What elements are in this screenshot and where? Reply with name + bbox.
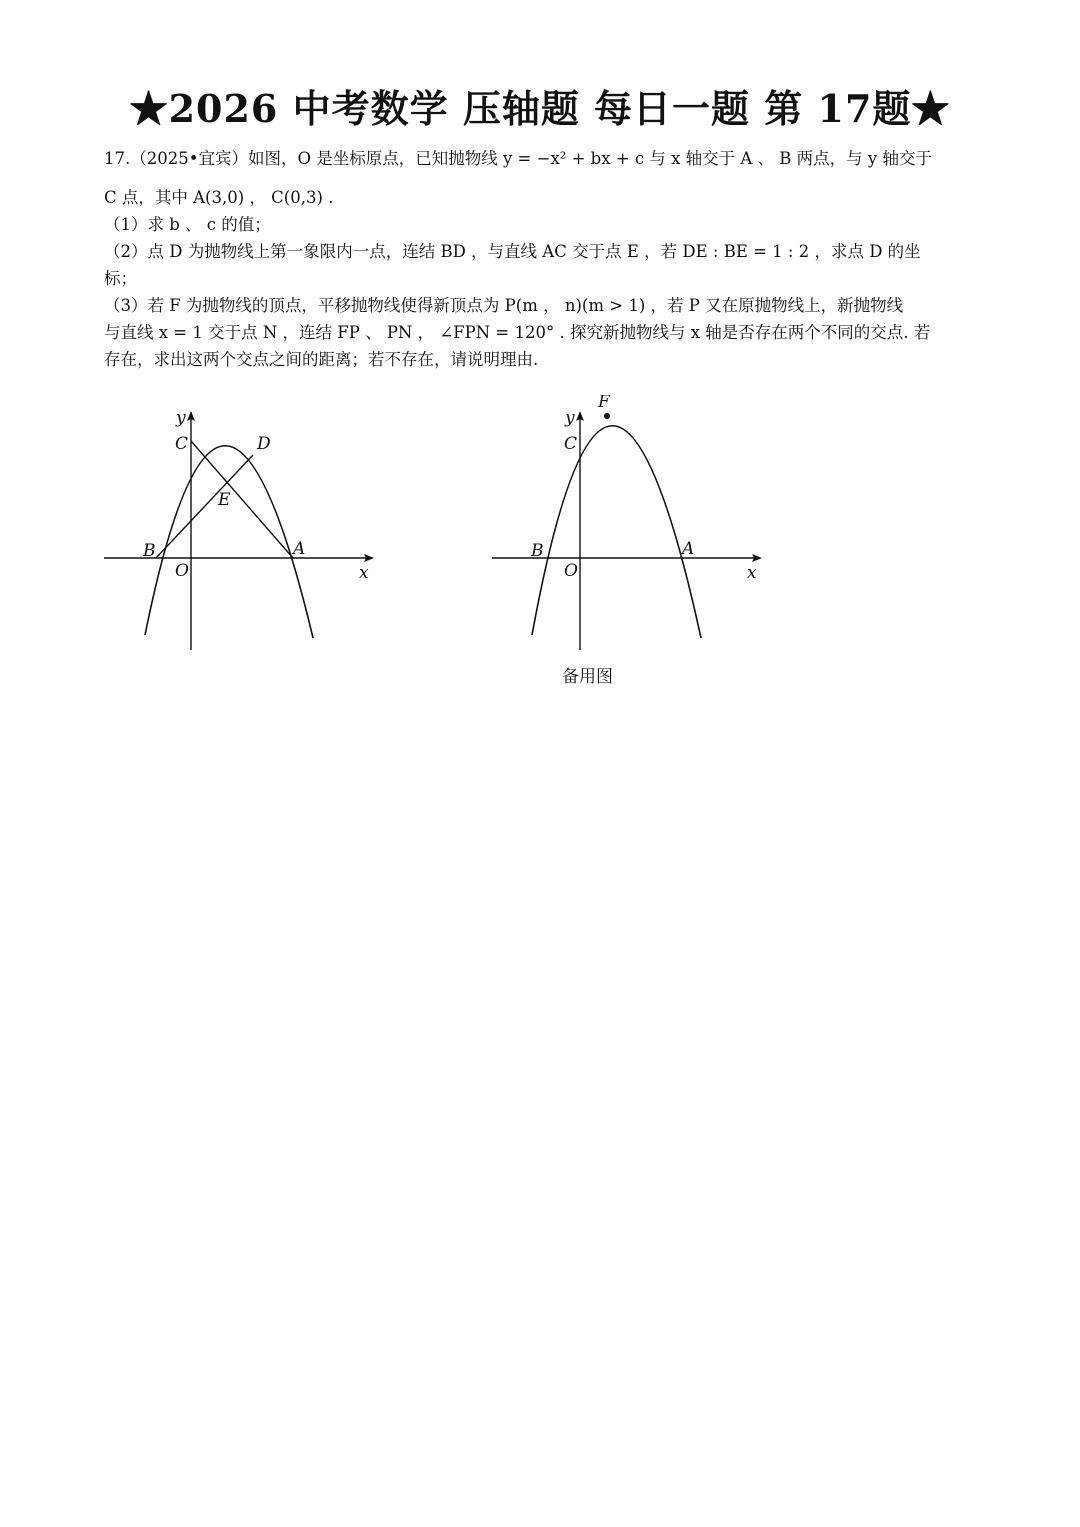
problem-line-1: 17.（2025•宜宾）如图，O 是坐标原点，已知抛物线 y = −x² + bx + c 与 x 轴交于 A 、 B 两点，与 y 轴交于 [104, 149, 932, 168]
point-c-label: C [175, 434, 189, 454]
y-axis-label: y [565, 408, 575, 428]
problem-part-3-line-3: 存在，求出这两个交点之间的距离；若不存在，请说明理由. [104, 350, 539, 369]
point-o-label: O [175, 561, 189, 581]
problem-statement [104, 145, 978, 373]
figure-main [100, 395, 390, 660]
point-f-label: F [598, 395, 610, 412]
problem-part-2-line-1: （2）点 D 为抛物线上第一象限内一点，连结 BD ，与直线 AC 交于点 E ，若 DE : BE = 1 : 2 ，求点 D 的坐 [104, 242, 921, 261]
x-axis-label: x [359, 563, 369, 583]
parabola-curve [145, 446, 313, 638]
figure-backup [488, 395, 778, 660]
y-axis-label: y [176, 408, 186, 428]
line-ac [191, 441, 293, 558]
page-title: ★2026 中考数学 压轴题 每日一题 第 17题★ [129, 86, 951, 131]
backup-figure-caption: 备用图 [562, 667, 613, 687]
point-o-label: O [564, 561, 578, 581]
parabola-curve [532, 426, 701, 638]
problem-part-1: （1）求 b 、 c 的值； [104, 215, 271, 234]
problem-part-3-line-1: （3）若 F 为抛物线的顶点，平移抛物线使得新顶点为 P(m ， n)(m > 1) ，若 P 又在原抛物线上，新抛物线 [104, 296, 904, 315]
point-e-label: E [218, 490, 231, 510]
problem-part-3-line-2: 与直线 x = 1 交于点 N ，连结 FP 、 PN ， ∠FPN = 120° . 探究新抛物线与 x 轴是否存在两个不同的交点. 若 [104, 323, 931, 342]
point-b-label: B [531, 541, 544, 561]
point-a-label: A [682, 539, 695, 559]
line-bd [156, 455, 253, 558]
problem-part-2-line-2: 标； [104, 269, 137, 288]
point-a-label: A [293, 539, 306, 559]
point-d-label: D [257, 434, 271, 454]
point-b-label: B [143, 541, 156, 561]
problem-line-2: C 点，其中 A(3,0) ， C(0,3) . [104, 188, 334, 207]
vertex-point-f [604, 413, 610, 419]
x-axis-label: x [747, 563, 757, 583]
point-c-label: C [564, 434, 578, 454]
